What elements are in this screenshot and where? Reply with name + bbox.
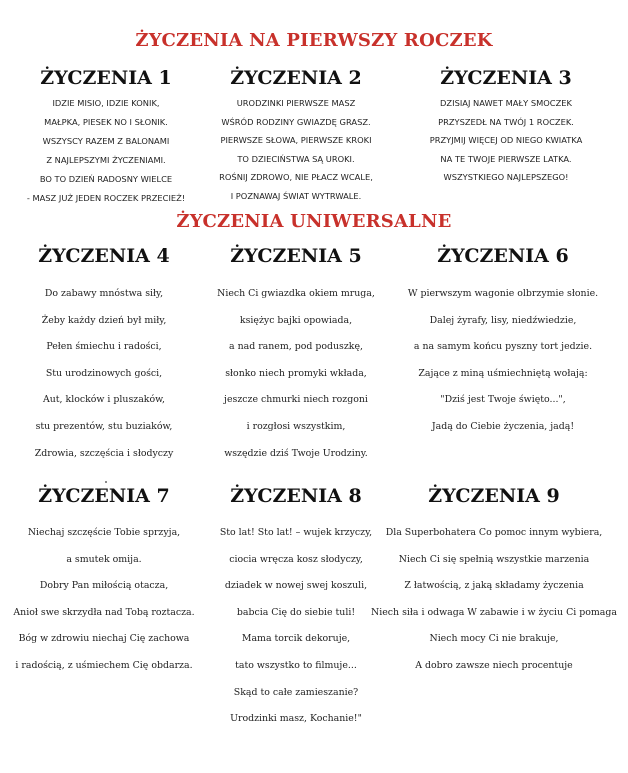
wish-verse — [4, 520, 204, 680]
verse-line: babcia Cię do siebie tuli! — [236, 606, 356, 618]
verse-line: WSZYSTKIEGO NAJLEPSZEGO! — [443, 172, 569, 182]
section-title-first-birthday: ŻYCZENIA NA PIERWSZY ROCZEK — [135, 30, 493, 51]
verse-line: dziadek w nowej swej koszuli, — [224, 580, 368, 592]
verse-line: PRZYSZEDŁ NA TWÓJ 1 ROCZEK. — [438, 116, 574, 127]
verse-line: tato wszystko to filmuje... — [235, 659, 357, 671]
verse-line: URODZINKI PIERWSZE MASZ — [236, 98, 356, 108]
verse-line: A dobro zawsze niech procentuje — [415, 659, 573, 671]
verse-line: I POZNAWAJ ŚWIAT WYTRWALE. — [230, 190, 362, 201]
wish-heading: ŻYCZENIA 5 — [230, 245, 362, 267]
verse-line: NA TE TWOJE PIERWSZE LATKA. — [440, 153, 572, 164]
verse-line: WŚRÓD RODZINY GWIAZDĘ GRASZ. — [221, 116, 371, 127]
verse-line: Niech siła i odwaga W zabawie i w życiu Ci pomaga — [371, 606, 617, 618]
verse-line: ROŚNIJ ZDROWO, NIE PŁACZ WCALE, — [219, 172, 373, 182]
wish-heading: ŻYCZENIA 1 — [40, 67, 172, 89]
wish-heading: ŻYCZENIA 3 — [440, 67, 572, 89]
verse-line: Mama torcik dekoruje, — [241, 633, 351, 645]
verse-line: Niechaj szczęście Tobie sprzyja, — [27, 527, 181, 538]
verse-line: i rozgłosi wszystkim, — [246, 420, 346, 432]
wish-verse — [4, 281, 204, 467]
verse-line: ciocia wręcza kosz słodyczy, — [229, 553, 363, 565]
verse-line: Niech Ci się spełnią wszystkie marzenia — [398, 553, 590, 565]
verse-line: stu prezentów, stu buziaków, — [35, 420, 173, 432]
wish-heading: ŻYCZENIA 6 — [437, 245, 569, 267]
verse-line: słonko niech promyki wkłada, — [225, 367, 367, 379]
verse-line: PRZYJMIJ WIĘCEJ OD NIEGO KWIATKA — [429, 135, 583, 145]
wish-heading: ŻYCZENIA 7 — [38, 485, 170, 507]
wish-heading: ŻYCZENIA 4 — [38, 245, 170, 267]
wish-verse — [8, 94, 204, 208]
verse-line: Aut, klocków i pluszaków, — [42, 394, 165, 406]
verse-line: MAŁPKA, PIESEK NO I SŁONIK. — [44, 117, 168, 127]
verse-line: DZISIAJ NAWET MAŁY SMOCZEK — [440, 98, 572, 108]
section-title-universal: ŻYCZENIA UNIWERSALNE — [176, 211, 452, 232]
wish-verse — [196, 94, 396, 205]
verse-line: Żeby każdy dzień był miły, — [41, 314, 167, 326]
wish-verse — [196, 281, 396, 467]
verse-line: księżyc bajki opowiada, — [239, 314, 353, 326]
verse-line: a smutek omija. — [66, 553, 142, 565]
verse-line: Jadą do Ciebie życzenia, jadą! — [431, 420, 575, 432]
verse-line: Dobry Pan miłością otacza, — [39, 580, 169, 592]
verse-line: IDZIE MISIO, IDZIE KONIK, — [52, 98, 160, 108]
verse-line: Zdrowia, szczęścia i słodyczy — [34, 447, 174, 459]
verse-line: Urodzinki masz, Kochanie!" — [230, 713, 362, 725]
verse-line: PIERWSZE SŁOWA, PIERWSZE KROKI — [220, 135, 372, 145]
verse-line: BO TO DZIEŃ RADOSNY WIELCE — [39, 174, 173, 184]
verse-line: Z NAJLEPSZYMI ŻYCZENIAMI. — [46, 155, 166, 165]
verse-line: Pełen śmiechu i radości, — [46, 341, 162, 353]
verse-line: Zające z miną uśmiechniętą wołają: — [418, 367, 588, 379]
stray-dot — [105, 481, 107, 483]
wish-heading: ŻYCZENIA 9 — [428, 485, 560, 507]
verse-line: Skąd to całe zamieszanie? — [233, 686, 359, 698]
verse-line: Sto lat! Sto lat! – wujek krzyczy, — [219, 527, 373, 538]
verse-line: "Dziś jest Twoje święto...", — [440, 394, 566, 406]
verse-line: - MASZ JUŻ JEDEN ROCZEK PRZECIEŻ! — [26, 193, 186, 203]
wish-verse — [362, 520, 626, 680]
verse-line: TO DZIECIŃSTWA SĄ UROKI. — [237, 153, 355, 164]
verse-line: i radością, z uśmiechem Cię obdarza. — [15, 659, 193, 671]
verse-line: Stu urodzinowych gości, — [45, 367, 163, 379]
verse-line: Dla Superbohatera Co pomoc innym wybiera, — [385, 527, 603, 538]
wish-verse — [393, 94, 619, 187]
verse-line: Anioł swe skrzydła nad Tobą roztacza. — [13, 606, 195, 618]
verse-line: Z łatwością, z jaką składamy życzenia — [404, 580, 584, 592]
verse-line: a nad ranem, pod poduszkę, — [229, 341, 363, 353]
verse-line: Do zabawy mnóstwa siły, — [44, 288, 164, 299]
wish-verse — [380, 281, 626, 441]
verse-line: a na samym końcu pyszny tort jedzie. — [413, 341, 593, 353]
verse-line: wszędzie dziś Twoje Urodziny. — [224, 447, 368, 459]
verse-line: WSZYSCY RAZEM Z BALONAMI — [42, 136, 170, 146]
verse-line: Dalej żyrafy, lisy, niedźwiedzie, — [429, 314, 577, 326]
verse-line: Niech Ci gwiazdka okiem mruga, — [217, 288, 375, 299]
wish-heading: ŻYCZENIA 8 — [230, 485, 362, 507]
verse-line: Bóg w zdrowiu niechaj Cię zachowa — [18, 633, 190, 645]
verse-line: jeszcze chmurki niech rozgoni — [224, 394, 368, 406]
verse-line: Niech mocy Ci nie brakuje, — [429, 633, 559, 645]
verse-line: W pierwszym wagonie olbrzymie słonie. — [407, 288, 599, 299]
wish-heading: ŻYCZENIA 2 — [230, 67, 362, 89]
